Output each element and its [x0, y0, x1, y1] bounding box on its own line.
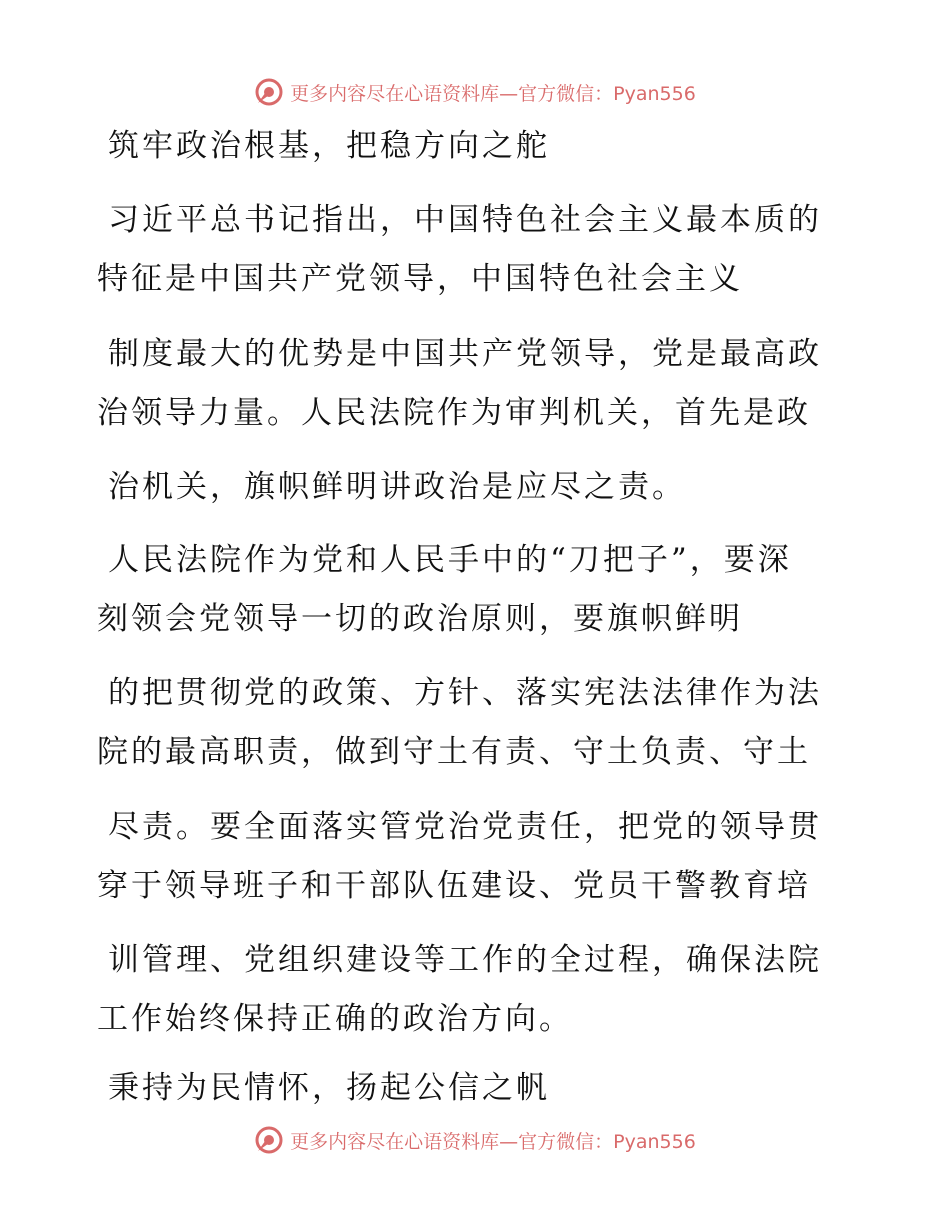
- watermark-text: 更多内容尽在心语资料库—官方微信：Pyan556: [290, 82, 696, 105]
- paragraph-line: 工作始终保持正确的政治方向。: [97, 1001, 573, 1037]
- wechat-id: Pyan556: [613, 1130, 696, 1153]
- header-watermark: [0, 72, 950, 112]
- watermark-text: 更多内容尽在心语资料库—官方微信：Pyan556: [290, 1130, 696, 1153]
- paragraph-line: 特征是中国共产党领导，中国特色社会主义: [97, 261, 743, 297]
- section-heading: 秉持为民情怀，扬起公信之帆: [108, 1070, 550, 1106]
- paragraph-line: 院的最高职责，做到守土有责、守土负责、守土: [97, 734, 811, 770]
- logo-icon: [254, 1125, 284, 1155]
- section-heading: 筑牢政治根基，把稳方向之舵: [108, 128, 550, 164]
- paragraph-line: 刻领会党领导一切的政治原则，要旗帜鲜明: [97, 601, 743, 637]
- paragraph-line: 的把贯彻党的政策、方针、落实宪法法律作为法: [108, 675, 822, 711]
- wechat-id: Pyan556: [613, 82, 696, 105]
- paragraph-line: 人民法院作为党和人民手中的“刀把子”，要深: [108, 542, 792, 578]
- logo-icon: [254, 77, 284, 107]
- paragraph-line: 习近平总书记指出，中国特色社会主义最本质的: [108, 202, 822, 238]
- paragraph-line: 治机关，旗帜鲜明讲政治是应尽之责。: [108, 469, 686, 505]
- footer-watermark: [0, 1120, 950, 1160]
- paragraph-line: 制度最大的优势是中国共产党领导，党是最高政: [108, 336, 822, 372]
- paragraph-line: 治领导力量。人民法院作为审判机关，首先是政: [97, 395, 811, 431]
- paragraph-line: 穿于领导班子和干部队伍建设、党员干警教育培: [97, 868, 811, 904]
- paragraph-line: 尽责。要全面落实管党治党责任，把党的领导贯: [108, 809, 822, 845]
- paragraph-line: 训管理、党组织建设等工作的全过程，确保法院: [108, 942, 822, 978]
